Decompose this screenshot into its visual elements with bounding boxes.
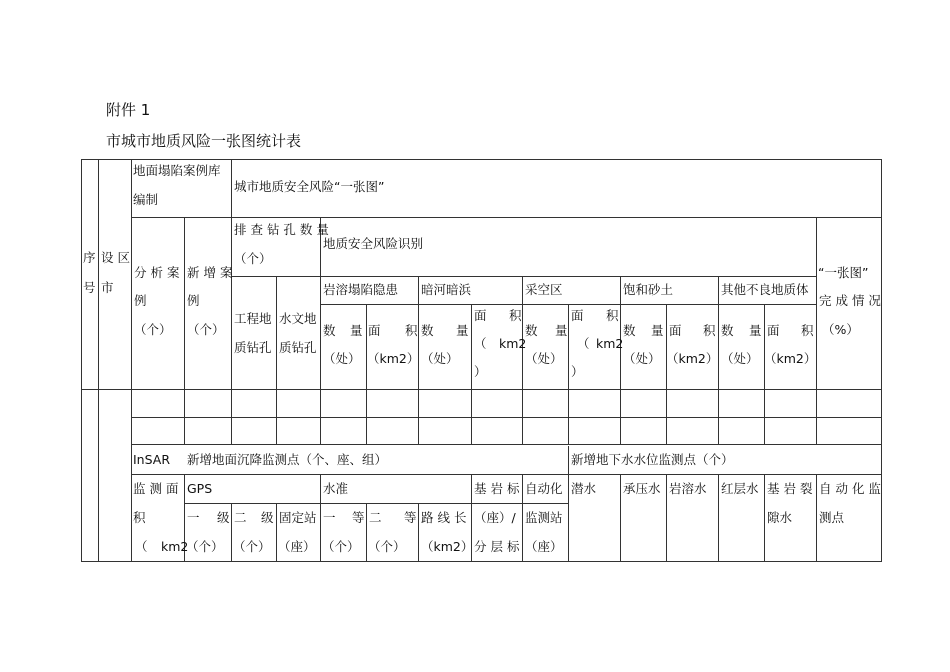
fixed-station-label: 固定站 [279,510,317,525]
analysis-cases: （个） [134,322,172,337]
table-gridline [764,475,765,562]
table-gridline [620,276,621,444]
saturated-sand-header: 饱和砂土 [623,282,674,297]
grade1-label: （个） [186,539,224,554]
auto-station: 自动化 [525,481,563,496]
table-gridline [320,304,817,305]
first-order-label: 等 [352,510,365,525]
leveling-header: 水准 [323,481,349,496]
case-lib-header: 地面塌陷案例库 [133,163,221,178]
fixed-station-label: （座） [278,539,316,554]
qty-label: （处） [525,351,563,366]
bedrock-fissure-header: 隙水 [767,510,793,525]
route-length-label: 路 线 长 [421,510,467,525]
bedrock-mark: 基 岩 标 [474,481,520,496]
table-gridline [320,475,321,562]
route-length-label: （km2） [421,539,474,554]
drill-count: （个） [234,251,272,266]
qty-label: 数 [623,323,636,338]
auto-point-header: 测点 [819,510,845,525]
first-order-label: 一 [323,510,336,525]
table-border [81,159,882,160]
table-gridline [764,304,765,444]
phreatic-header: 潜水 [571,481,597,496]
completion-header: （%） [822,322,859,337]
insar-header: （ [135,539,148,554]
table-gridline [231,159,232,217]
qty-label: 量 [350,323,363,338]
table-gridline [320,217,321,444]
confined-header: 承压水 [623,481,661,496]
area-label: km2 [499,336,527,351]
table-gridline [81,389,882,390]
area-label: 积 [606,308,619,323]
table-gridline [184,503,568,504]
grade1-label: 一 [187,510,200,525]
insar-header: InSAR [133,452,171,467]
grade2-label: 级 [261,510,274,525]
area-label: （km2） [764,351,817,366]
bedrock-fissure-header: 基 岩 裂 [767,481,813,496]
first-order-label: （个） [322,539,360,554]
other-soil-header: 其他不良地质体 [721,282,809,297]
qty-label: 数 [525,323,538,338]
area-label: 积 [703,323,716,338]
eng-drill: 工程地 [234,311,272,326]
new-subsidence-header: 新增地面沉降监测点（个、座、组） [187,452,388,467]
col-seq: 序 [83,250,96,265]
risk-ident-header: 地质安全风险识别 [323,236,424,251]
second-order-label: 等 [404,510,417,525]
area-label: 面 [767,323,780,338]
table-gridline [816,217,817,444]
insar-header: km2 [161,539,189,554]
col-seq: 号 [83,280,96,295]
area-label: 面 [474,308,487,323]
hydro-drill: 水文地 [279,311,317,326]
completion-header: “一张图” [818,265,869,280]
table-gridline [568,304,569,444]
table-gridline [131,217,882,218]
table-gridline [276,503,277,562]
table-gridline [366,503,367,562]
auto-point-header: 自 动 化 监 [819,481,881,496]
table-gridline [522,276,523,444]
area-label: 积 [509,308,522,323]
col-city: 设 区 [101,250,130,265]
completion-header: 完 成 情 况 [819,293,881,308]
qty-label: 量 [555,323,568,338]
gps-header: GPS [187,481,213,496]
table-border [881,159,882,562]
new-cases: （个） [187,322,225,337]
table-gridline [131,159,132,562]
table-gridline [568,446,569,562]
karst-header: 岩溶塌陷隐患 [323,282,399,297]
table-gridline [184,217,185,444]
area-label: （km2） [666,351,719,366]
analysis-cases: 例 [134,293,147,308]
area-label: 面 [571,308,584,323]
qty-label: 量 [651,323,664,338]
qty-label: （处） [721,351,759,366]
qty-label: 数 [421,323,434,338]
one-map-header: 城市地质安全风险“一张图” [234,179,385,194]
qty-label: 数 [323,323,336,338]
second-order-label: 二 [369,510,382,525]
qty-label: 量 [456,323,469,338]
grade2-label: 二 [234,510,247,525]
area-label: 积 [801,323,814,338]
area-label: （km2） [367,351,420,366]
insar-header: 积 [133,510,146,525]
grade2-label: （个） [233,539,271,554]
new-cases: 新 增 案 [187,265,233,280]
case-lib-header: 编制 [133,192,159,207]
area-label: ） [571,364,584,379]
table-gridline [666,304,667,444]
goaf-header: 采空区 [525,282,563,297]
area-label: 面 [669,323,682,338]
table-gridline [418,503,419,562]
table-gridline [666,475,667,562]
karst-water-header: 岩溶水 [669,481,707,496]
qty-label: 量 [749,323,762,338]
table-gridline [231,217,232,444]
auto-station: 监测站 [525,510,563,525]
area-label: ） [474,364,487,379]
area-label: （ [577,336,590,351]
area-label: km2 [596,336,624,351]
auto-station: （座） [525,539,563,554]
table-gridline [620,475,621,562]
table-gridline [816,475,817,562]
table-gridline [131,474,882,475]
new-groundwater-header: 新增地下水水位监测点（个） [571,452,734,467]
table-gridline [131,417,882,418]
area-label: 积 [405,323,418,338]
drill-count: 排 查 钻 孔 数 量 [234,222,329,237]
qty-label: （处） [623,351,661,366]
bedrock-mark: 分 层 标 [474,539,520,554]
qty-label: （处） [323,351,361,366]
table-gridline [718,475,719,562]
area-label: 面 [368,323,381,338]
grade1-label: 级 [217,510,230,525]
page-title: 市城市地质风险一张图统计表 [106,132,302,150]
qty-label: （处） [421,351,459,366]
table-gridline [231,276,817,277]
hidden-river-header: 暗河暗浜 [421,282,472,297]
table-gridline [366,304,367,444]
eng-drill: 质钻孔 [234,340,272,355]
analysis-cases: 分 析 案 [134,265,180,280]
table-gridline [276,276,277,444]
table-gridline [231,503,232,562]
table-border [81,561,882,562]
table-gridline [471,304,472,444]
table-border [81,159,82,562]
attachment-label: 附件 1 [106,101,151,119]
bedrock-mark: （座）/ [474,510,516,525]
hydro-drill: 质钻孔 [279,340,317,355]
insar-header: 监 测 面 [133,481,179,496]
qty-label: 数 [721,323,734,338]
red-layer-header: 红层水 [721,481,759,496]
new-cases: 例 [187,293,200,308]
area-label: （ [474,336,487,351]
second-order-label: （个） [368,539,406,554]
table-gridline [98,159,99,562]
col-city: 市 [101,280,114,295]
table-gridline [522,475,523,562]
table-gridline [131,444,882,445]
